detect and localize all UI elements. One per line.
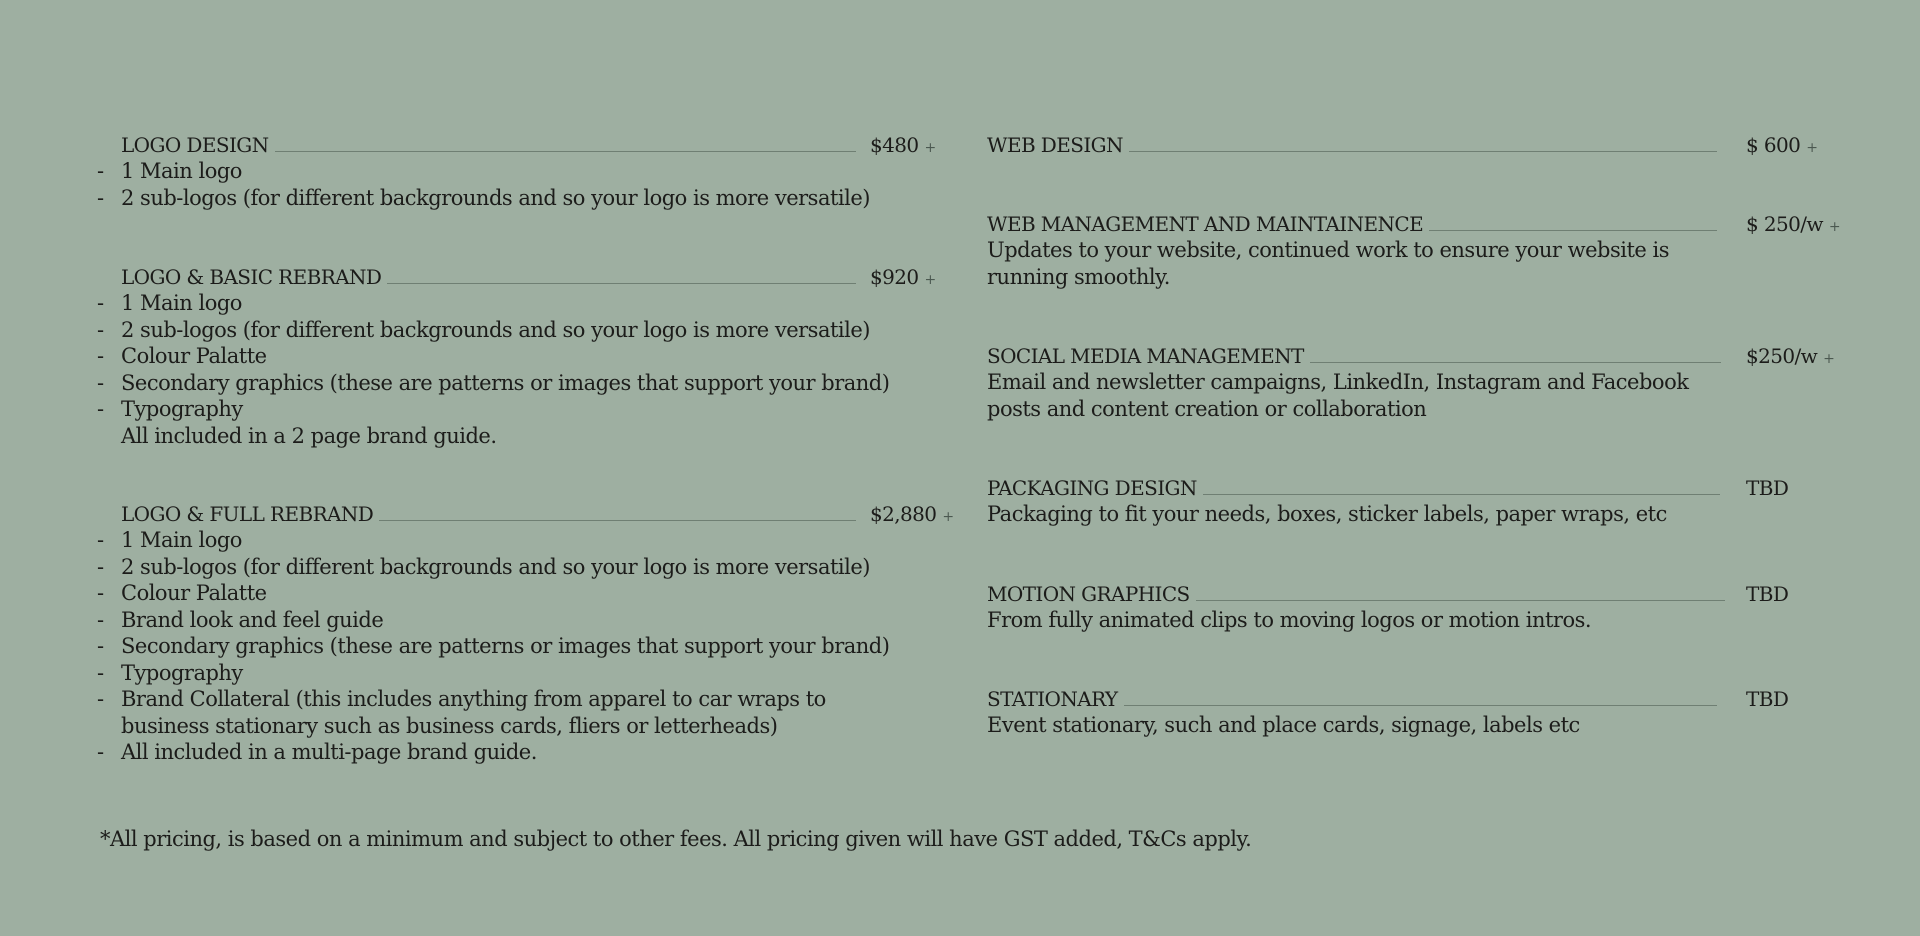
- service-title: WEB DESIGN: [987, 133, 1123, 157]
- service-header: [987, 132, 1717, 158]
- dotted-rule: [1203, 494, 1720, 495]
- service-title: LOGO & FULL REBRAND: [121, 502, 374, 526]
- service-item-list: [121, 527, 889, 766]
- list-item: - All included in a multi-page brand guide.: [121, 739, 889, 766]
- list-item: - Secondary graphics (these are patterns or images that support your brand): [121, 370, 889, 397]
- price-value: $2,880: [870, 502, 937, 526]
- price-value: TBD: [1746, 582, 1789, 606]
- price-suffix: +: [924, 140, 936, 156]
- service-title: LOGO DESIGN: [121, 133, 269, 157]
- service-title: PACKAGING DESIGN: [987, 476, 1197, 500]
- price-value: $250/w: [1746, 344, 1818, 368]
- service-description: Packaging to fit your needs, boxes, sticker labels, paper wraps, etc: [987, 502, 1667, 526]
- price-suffix: +: [1806, 140, 1818, 156]
- list-item: - 2 sub-logos (for different backgrounds and so your logo is more versatile): [121, 185, 870, 212]
- price-value: $ 600: [1746, 133, 1801, 157]
- service-price: [1746, 475, 1788, 501]
- service-header: [987, 581, 1725, 607]
- list-item: - Colour Palatte: [121, 580, 889, 607]
- service-header: [121, 501, 856, 527]
- service-header: [987, 343, 1721, 369]
- service-description: Updates to your website, continued work to ensure your website is running smoothly.: [987, 238, 1669, 289]
- dotted-rule: [275, 151, 856, 152]
- list-item: - Typography: [121, 660, 889, 687]
- list-item: business stationary such as business cards, fliers or letterheads): [121, 713, 778, 738]
- dotted-rule: [379, 520, 856, 521]
- service-price: [1746, 686, 1788, 712]
- price-value: $ 250/w: [1746, 212, 1823, 236]
- service-price: [1746, 581, 1788, 607]
- price-value: TBD: [1746, 687, 1789, 711]
- service-item-list: [121, 158, 870, 211]
- service-description: From fully animated clips to moving logos or motion intros.: [987, 608, 1592, 632]
- service-title: WEB MANAGEMENT AND MAINTAINENCE: [987, 212, 1424, 236]
- list-item: - Brand Collateral (this includes anything from apparel to car wraps to: [121, 686, 889, 713]
- list-item: - 2 sub-logos (for different backgrounds and so your logo is more versatile): [121, 317, 889, 344]
- service-item-list: [121, 290, 889, 449]
- service-description: Email and newsletter campaigns, LinkedIn, Instagram and Facebook posts and content creation or collaboration: [987, 370, 1689, 421]
- service-price: [1746, 211, 1840, 240]
- pricing-footnote: *All pricing, is based on a minimum and subject to other fees. All pricing given will have GST added, T&Cs apply.: [100, 827, 1252, 851]
- dotted-rule: [1124, 705, 1717, 706]
- list-item: - Brand look and feel guide: [121, 607, 889, 634]
- service-title: SOCIAL MEDIA MANAGEMENT: [987, 344, 1304, 368]
- dotted-rule: [1429, 230, 1717, 231]
- list-item: - Colour Palatte: [121, 343, 889, 370]
- price-value: TBD: [1746, 476, 1789, 500]
- service-header: [987, 686, 1717, 712]
- price-value: $480: [870, 133, 919, 157]
- list-item: - 1 Main logo: [121, 290, 889, 317]
- list-item: - 1 Main logo: [121, 158, 870, 185]
- list-item: All included in a 2 page brand guide.: [121, 423, 497, 448]
- price-suffix: +: [924, 272, 936, 288]
- service-header: [987, 475, 1720, 501]
- list-item: - 2 sub-logos (for different backgrounds and so your logo is more versatile): [121, 554, 889, 581]
- service-price: [1746, 132, 1817, 161]
- price-suffix: +: [1828, 219, 1841, 235]
- dotted-rule: [387, 283, 856, 284]
- service-title: MOTION GRAPHICS: [987, 582, 1190, 606]
- service-price: [870, 501, 954, 530]
- service-price: [1746, 343, 1834, 372]
- price-value: $920: [870, 265, 919, 289]
- price-suffix: +: [1823, 351, 1835, 367]
- service-price: [870, 264, 936, 293]
- service-price: [870, 132, 936, 161]
- service-title: STATIONARY: [987, 687, 1118, 711]
- service-header: [121, 264, 856, 290]
- dotted-rule: [1196, 600, 1725, 601]
- dotted-rule: [1129, 151, 1717, 152]
- service-description: Event stationary, such and place cards, signage, labels etc: [987, 713, 1580, 737]
- list-item: - Secondary graphics (these are patterns or images that support your brand): [121, 633, 889, 660]
- list-item: - Typography: [121, 396, 889, 423]
- price-suffix: +: [942, 509, 954, 525]
- dotted-rule: [1310, 362, 1721, 363]
- list-item: - 1 Main logo: [121, 527, 889, 554]
- service-title: LOGO & BASIC REBRAND: [121, 265, 382, 289]
- service-header: [987, 211, 1717, 237]
- service-header: [121, 132, 856, 158]
